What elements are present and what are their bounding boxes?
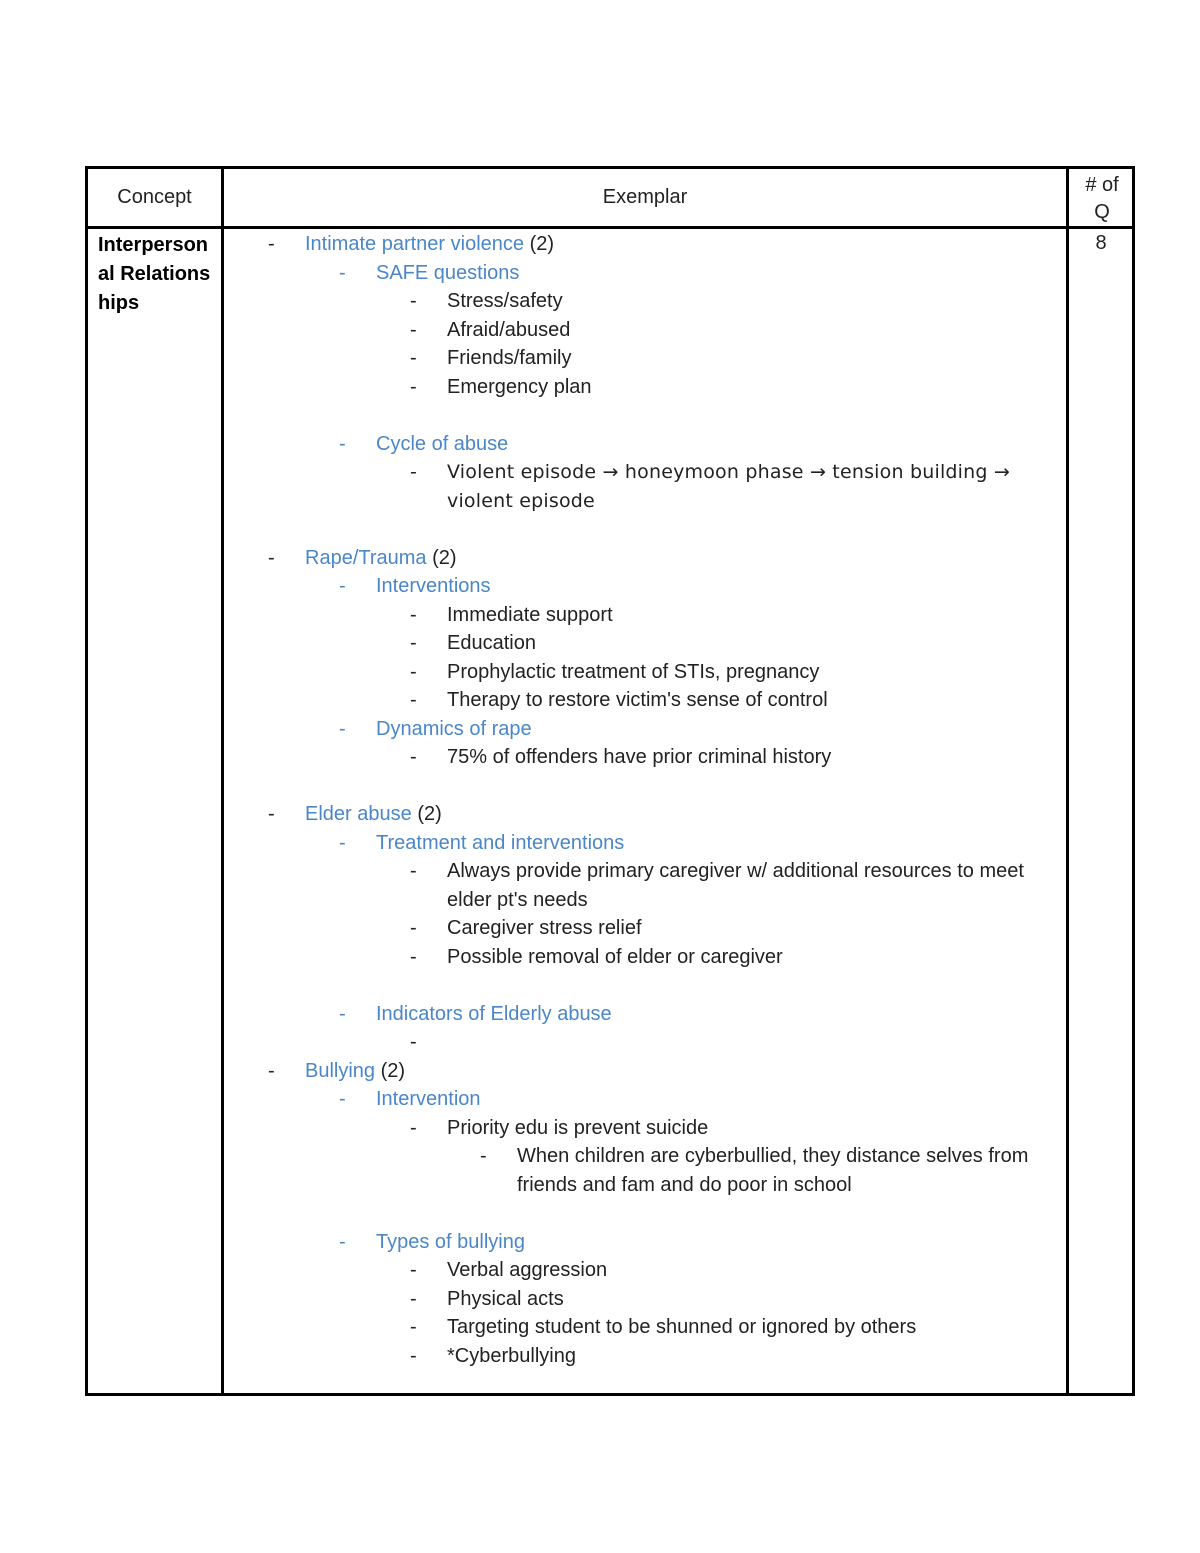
subsection-title: Treatment and interventions [376,831,625,854]
list-item: - Verbal aggression [410,1259,608,1281]
list-item: - Treatment and interventions [339,831,625,854]
list-item: - Prophylactic treatment of STIs, pregnancy [410,660,820,683]
section-count: (2) [380,1059,406,1082]
list-item: - Stress/safety [410,290,563,312]
list-item: - Indicators of Elderly abuse [339,1002,612,1025]
header-concept: Concept [117,186,192,208]
subsection-title: SAFE questions [376,261,520,284]
subsection-title: Cycle of abuse [376,432,509,455]
section-title: Bullying [305,1059,376,1082]
list-item: - Dynamics of rape [339,717,532,740]
subsection-title: Indicators of Elderly abuse [376,1002,612,1025]
section-title: Intimate partner violence [305,233,525,255]
question-count: 8 [1095,232,1107,254]
column-divider [221,169,224,1393]
list-item: - Therapy to restore victim's sense of control [410,689,828,711]
section-count: (2) [529,233,555,255]
list-item: - Physical acts [410,1287,564,1310]
list-item: - Afraid/abused [410,318,571,341]
header-count-line2: Q [1094,201,1110,223]
subsection-title: Types of bullying [376,1230,525,1253]
list-item: - Violent episode → honeymoon phase → tension building → violent episode [410,461,1011,512]
list-item: - Friends/family [410,347,572,369]
list-item: - Elder abuse (2) [268,803,442,825]
exemplar-list: - Intimate partner violence (2) - SAFE questions - Stress/safety - Afraid/abused - Friends/family - Emergency plan - Cycle of abuse - Violent episode → honeymoon phase → tension building → violent episode - Rape/Trauma (2) - Interventions - Immediate support - Education - Prophylactic treatment of STIs, pregnancy - Therapy to restore victim's sense of control - Dynamics of rape - 75% of offenders have prior criminal history - Elder abuse (2) - Treatment and interventions - Always provide primary caregiver w/ additional resources to meet elder pt's needs - Caregiver stress relief - Possible removal of elder or caregiver - Indicators of Elderly abuse - - Bullying (2) - Intervention - Priority edu is prevent suicide - When children are cyberbullied, they distance selves from friends and fam and do poor in school - Types of bullying - Verbal aggression - Physical acts - Targeting student to be shunned or ignored by others - *Cyberbullying [268,230,1068,1370]
subsection-title: Intervention [376,1088,481,1110]
section-count: (2) [432,546,457,569]
header-divider [88,226,1132,229]
concept-cell: Interpersonal Relationships [98,234,211,314]
header-exemplar: Exemplar [602,186,688,208]
list-item: - Priority edu is prevent suicide [410,1116,709,1139]
section-title: Rape/Trauma [305,546,427,569]
header-count [1069,172,1135,226]
list-item: - When children are cyberbullied, they distance selves from friends and fam and do poor in school [480,1145,1029,1196]
list-item: - Interventions [339,575,491,597]
list-item: - Always provide primary caregiver w/ additional resources to meet elder pt's needs [410,860,1024,911]
list-item: - Education [410,632,536,654]
list-item: - Immediate support [410,603,613,626]
list-item: - Possible removal of elder or caregiver [410,945,783,968]
list-item: - Cycle of abuse [339,432,509,455]
subsection-title: Dynamics of rape [376,717,532,740]
header-count-line1: # of [1085,174,1119,196]
section-title: Elder abuse [305,803,412,825]
section-count: (2) [417,803,442,825]
list-item: - SAFE questions [339,261,520,284]
list-item: - 75% of offenders have prior criminal history [410,746,832,768]
exemplar-table [85,166,1135,1396]
list-item: - Bullying (2) [268,1059,406,1082]
list-item: - Intervention [339,1088,481,1110]
list-item: - Rape/Trauma (2) [268,546,457,569]
subsection-title: Interventions [376,575,491,597]
list-item: - Types of bullying [339,1230,525,1253]
list-item: - Emergency plan [410,375,592,398]
list-item: - Caregiver stress relief [410,917,642,939]
list-item: - Targeting student to be shunned or ignored by others [410,1316,917,1338]
list-item: - Intimate partner violence (2) [268,233,555,255]
list-item: - *Cyberbullying [410,1344,576,1367]
